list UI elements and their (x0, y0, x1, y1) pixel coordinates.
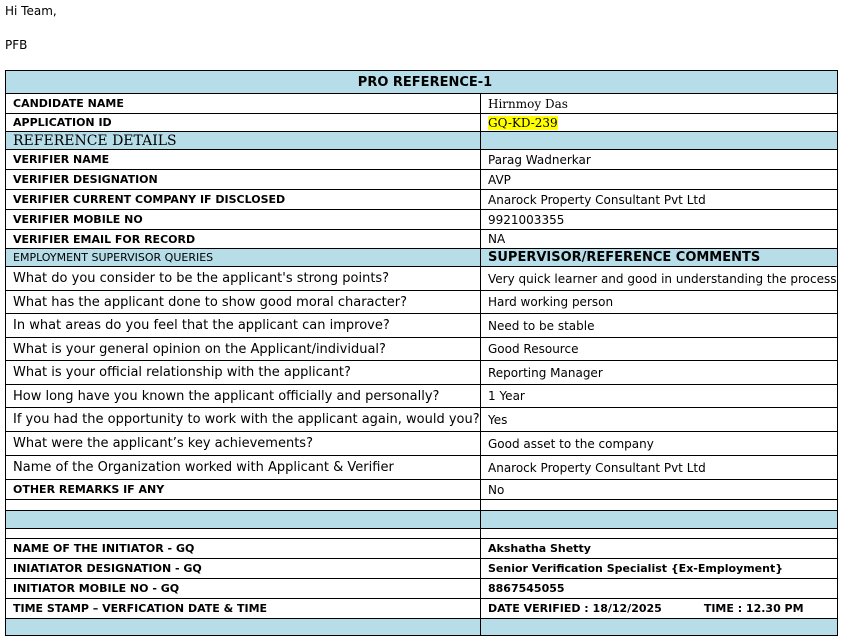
query-row (6, 267, 838, 291)
query-question: What is your general opinion on the Applicant/individual? (6, 338, 481, 361)
query-answer: Hard working person (481, 291, 838, 314)
remarks-label: OTHER REMARKS IF ANY (6, 480, 481, 500)
remarks-value: No (481, 480, 838, 500)
query-answer: Good Resource (481, 338, 838, 361)
queries-header-left: EMPLOYMENT SUPERVISOR QUERIES (6, 249, 481, 267)
timestamp-date: DATE VERIFIED : 18/12/2025 (488, 602, 662, 615)
verifier-row (6, 210, 838, 230)
timestamp-row (6, 599, 838, 619)
greeting-line: Hi Team, (5, 4, 57, 18)
table-title: PRO REFERENCE-1 (6, 71, 838, 94)
footer-row (6, 619, 838, 636)
application-id-row (6, 114, 838, 132)
query-answer: Very quick learner and good in understanding the process (481, 267, 838, 291)
greeting-pfb: PFB (5, 38, 28, 52)
verifier-value: Anarock Property Consultant Pvt Ltd (481, 190, 838, 210)
verifier-row (6, 170, 838, 190)
query-question: What has the applicant done to show good moral character? (6, 291, 481, 314)
verifier-value: AVP (481, 170, 838, 190)
query-question: What do you consider to be the applicant's strong points? (6, 267, 481, 291)
verifier-row (6, 190, 838, 210)
query-answer: Reporting Manager (481, 361, 838, 385)
timestamp-label: TIME STAMP – VERFICATION DATE & TIME (6, 599, 481, 619)
queries-header-right: SUPERVISOR/REFERENCE COMMENTS (481, 249, 838, 267)
reference-details-heading: REFERENCE DETAILS (6, 132, 481, 150)
verifier-value: NA (481, 230, 838, 249)
query-row (6, 291, 838, 314)
divider-row (6, 511, 838, 529)
title-row (6, 71, 838, 94)
query-question: Name of the Organization worked with Applicant & Verifier (6, 456, 481, 480)
query-question: What were the applicant’s key achievements? (6, 432, 481, 456)
queries-header-row (6, 249, 838, 267)
verifier-row (6, 230, 838, 249)
query-question: How long have you known the applicant officially and personally? (6, 385, 481, 408)
query-row (6, 314, 838, 338)
verifier-label: VERIFIER NAME (6, 150, 481, 170)
query-row (6, 361, 838, 385)
verifier-label: VERIFIER CURRENT COMPANY IF DISCLOSED (6, 190, 481, 210)
pro-reference-table (5, 70, 838, 636)
spacer-row (6, 529, 838, 539)
verifier-label: VERIFIER DESIGNATION (6, 170, 481, 190)
verifier-value: Parag Wadnerkar (481, 150, 838, 170)
initiator-label: NAME OF THE INITIATOR - GQ (6, 539, 481, 559)
candidate-name-row (6, 94, 838, 114)
verifier-row (6, 150, 838, 170)
query-question: If you had the opportunity to work with the applicant again, would you? (6, 408, 481, 432)
spacer-row (6, 500, 838, 511)
query-question: In what areas do you feel that the applicant can improve? (6, 314, 481, 338)
initiator-value: Senior Verification Specialist {Ex-Employment} (481, 559, 838, 579)
candidate-name-label: CANDIDATE NAME (6, 94, 481, 114)
initiator-value: 8867545055 (481, 579, 838, 599)
remarks-row (6, 480, 838, 500)
query-row (6, 432, 838, 456)
query-row (6, 456, 838, 480)
query-question: What is your official relationship with the applicant? (6, 361, 481, 385)
initiator-label: INITIATOR MOBILE NO - GQ (6, 579, 481, 599)
application-id-label: APPLICATION ID (6, 114, 481, 132)
initiator-label: INIATIATOR DESIGNATION - GQ (6, 559, 481, 579)
query-answer: Yes (481, 408, 838, 432)
verifier-value: 9921003355 (481, 210, 838, 230)
reference-details-row (6, 132, 838, 150)
candidate-name-value: Hirnmoy Das (481, 94, 838, 114)
application-id-value: GQ-KD-239 (488, 115, 558, 130)
query-answer: Need to be stable (481, 314, 838, 338)
verifier-label: VERIFIER EMAIL FOR RECORD (6, 230, 481, 249)
timestamp-time: TIME : 12.30 PM (703, 602, 804, 615)
query-row (6, 408, 838, 432)
query-answer: 1 Year (481, 385, 838, 408)
query-answer: Good asset to the company (481, 432, 838, 456)
initiator-row (6, 539, 838, 559)
verifier-label: VERIFIER MOBILE NO (6, 210, 481, 230)
initiator-value: Akshatha Shetty (481, 539, 838, 559)
initiator-row (6, 559, 838, 579)
query-answer: Anarock Property Consultant Pvt Ltd (481, 456, 838, 480)
query-row (6, 385, 838, 408)
query-row (6, 338, 838, 361)
initiator-row (6, 579, 838, 599)
